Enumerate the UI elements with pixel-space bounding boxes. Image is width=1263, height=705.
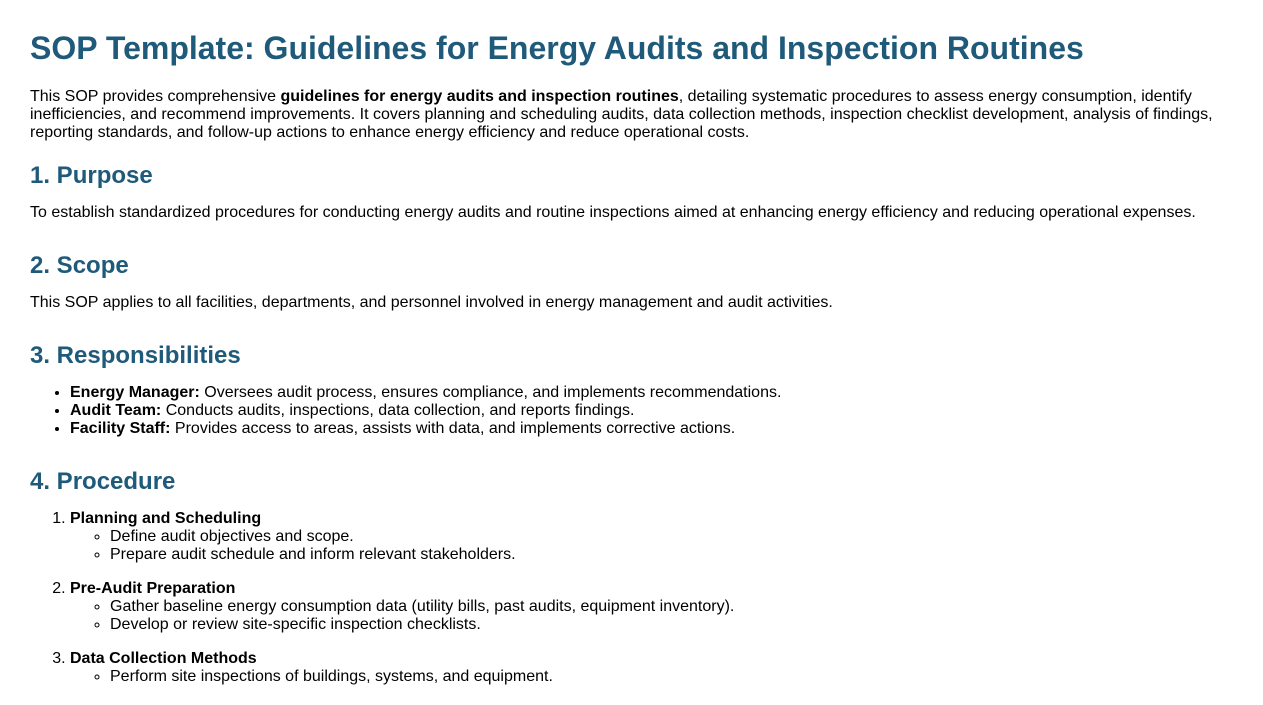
step-title: Data Collection Methods [70, 650, 257, 667]
responsibilities-list [30, 384, 1233, 438]
step-substeps [70, 528, 1233, 564]
role-description: Provides access to areas, assists with data, and implements corrective actions. [170, 420, 736, 437]
role-label: Energy Manager: [70, 384, 200, 401]
section-scope [30, 252, 1233, 312]
list-item: ◦ Perform site inspections of buildings, systems, and equipment. [110, 668, 1233, 686]
procedure-heading: 4. Procedure [30, 468, 176, 495]
list-item: ◦ Gather baseline energy consumption data (utility bills, past audits, equipment inventory). [110, 598, 1233, 616]
purpose-text: To establish standardized procedures for conducting energy audits and routine inspections aimed at enhancing energy efficiency and reducing operational expenses. [30, 204, 1196, 221]
list-item: ◦ Develop or review site-specific inspection checklists. [110, 616, 1233, 634]
step-substeps [70, 598, 1233, 634]
list-item: ◦ Define audit objectives and scope. [110, 528, 1233, 546]
responsibilities-heading: 3. Responsibilities [30, 342, 241, 369]
role-label: Facility Staff: [70, 420, 171, 437]
scope-heading: 2. Scope [30, 252, 129, 279]
purpose-heading: 1. Purpose [30, 162, 153, 189]
scope-text: This SOP applies to all facilities, departments, and personnel involved in energy management and audit activities. [30, 294, 833, 311]
step-title: Planning and Scheduling [70, 510, 262, 527]
list-item [70, 384, 1233, 402]
procedure-step [70, 650, 1233, 686]
intro-text-pre: This SOP provides comprehensive [30, 88, 281, 105]
list-item [70, 402, 1233, 420]
procedure-steps [30, 510, 1233, 686]
intro-paragraph [30, 88, 1233, 142]
list-item [70, 420, 1233, 438]
role-description: Conducts audits, inspections, data collection, and reports findings. [161, 402, 635, 419]
step-substeps [70, 668, 1233, 686]
procedure-step [70, 510, 1233, 564]
list-item: ◦ Prepare audit schedule and inform relevant stakeholders. [110, 546, 1233, 564]
section-responsibilities [30, 342, 1233, 438]
intro-text-post: , detailing systematic procedures to assess energy consumption, identify inefficiencies, and recommend improvements. It covers planning and scheduling audits, data collection methods, inspection checklist development, analysis of findings, reporting standards, and follow-up actions to enhance energy efficiency and reduce operational costs. [30, 88, 1213, 141]
section-purpose [30, 162, 1233, 222]
role-label: Audit Team: [70, 402, 162, 419]
page-title: SOP Template: Guidelines for Energy Audits and Inspection Routines [30, 30, 1084, 66]
step-title: Pre-Audit Preparation [70, 580, 236, 597]
role-description: Oversees audit process, ensures compliance, and implements recommendations. [199, 384, 782, 401]
procedure-step [70, 580, 1233, 634]
intro-text-bold: guidelines for energy audits and inspection routines [280, 88, 679, 105]
section-procedure [30, 468, 1233, 686]
